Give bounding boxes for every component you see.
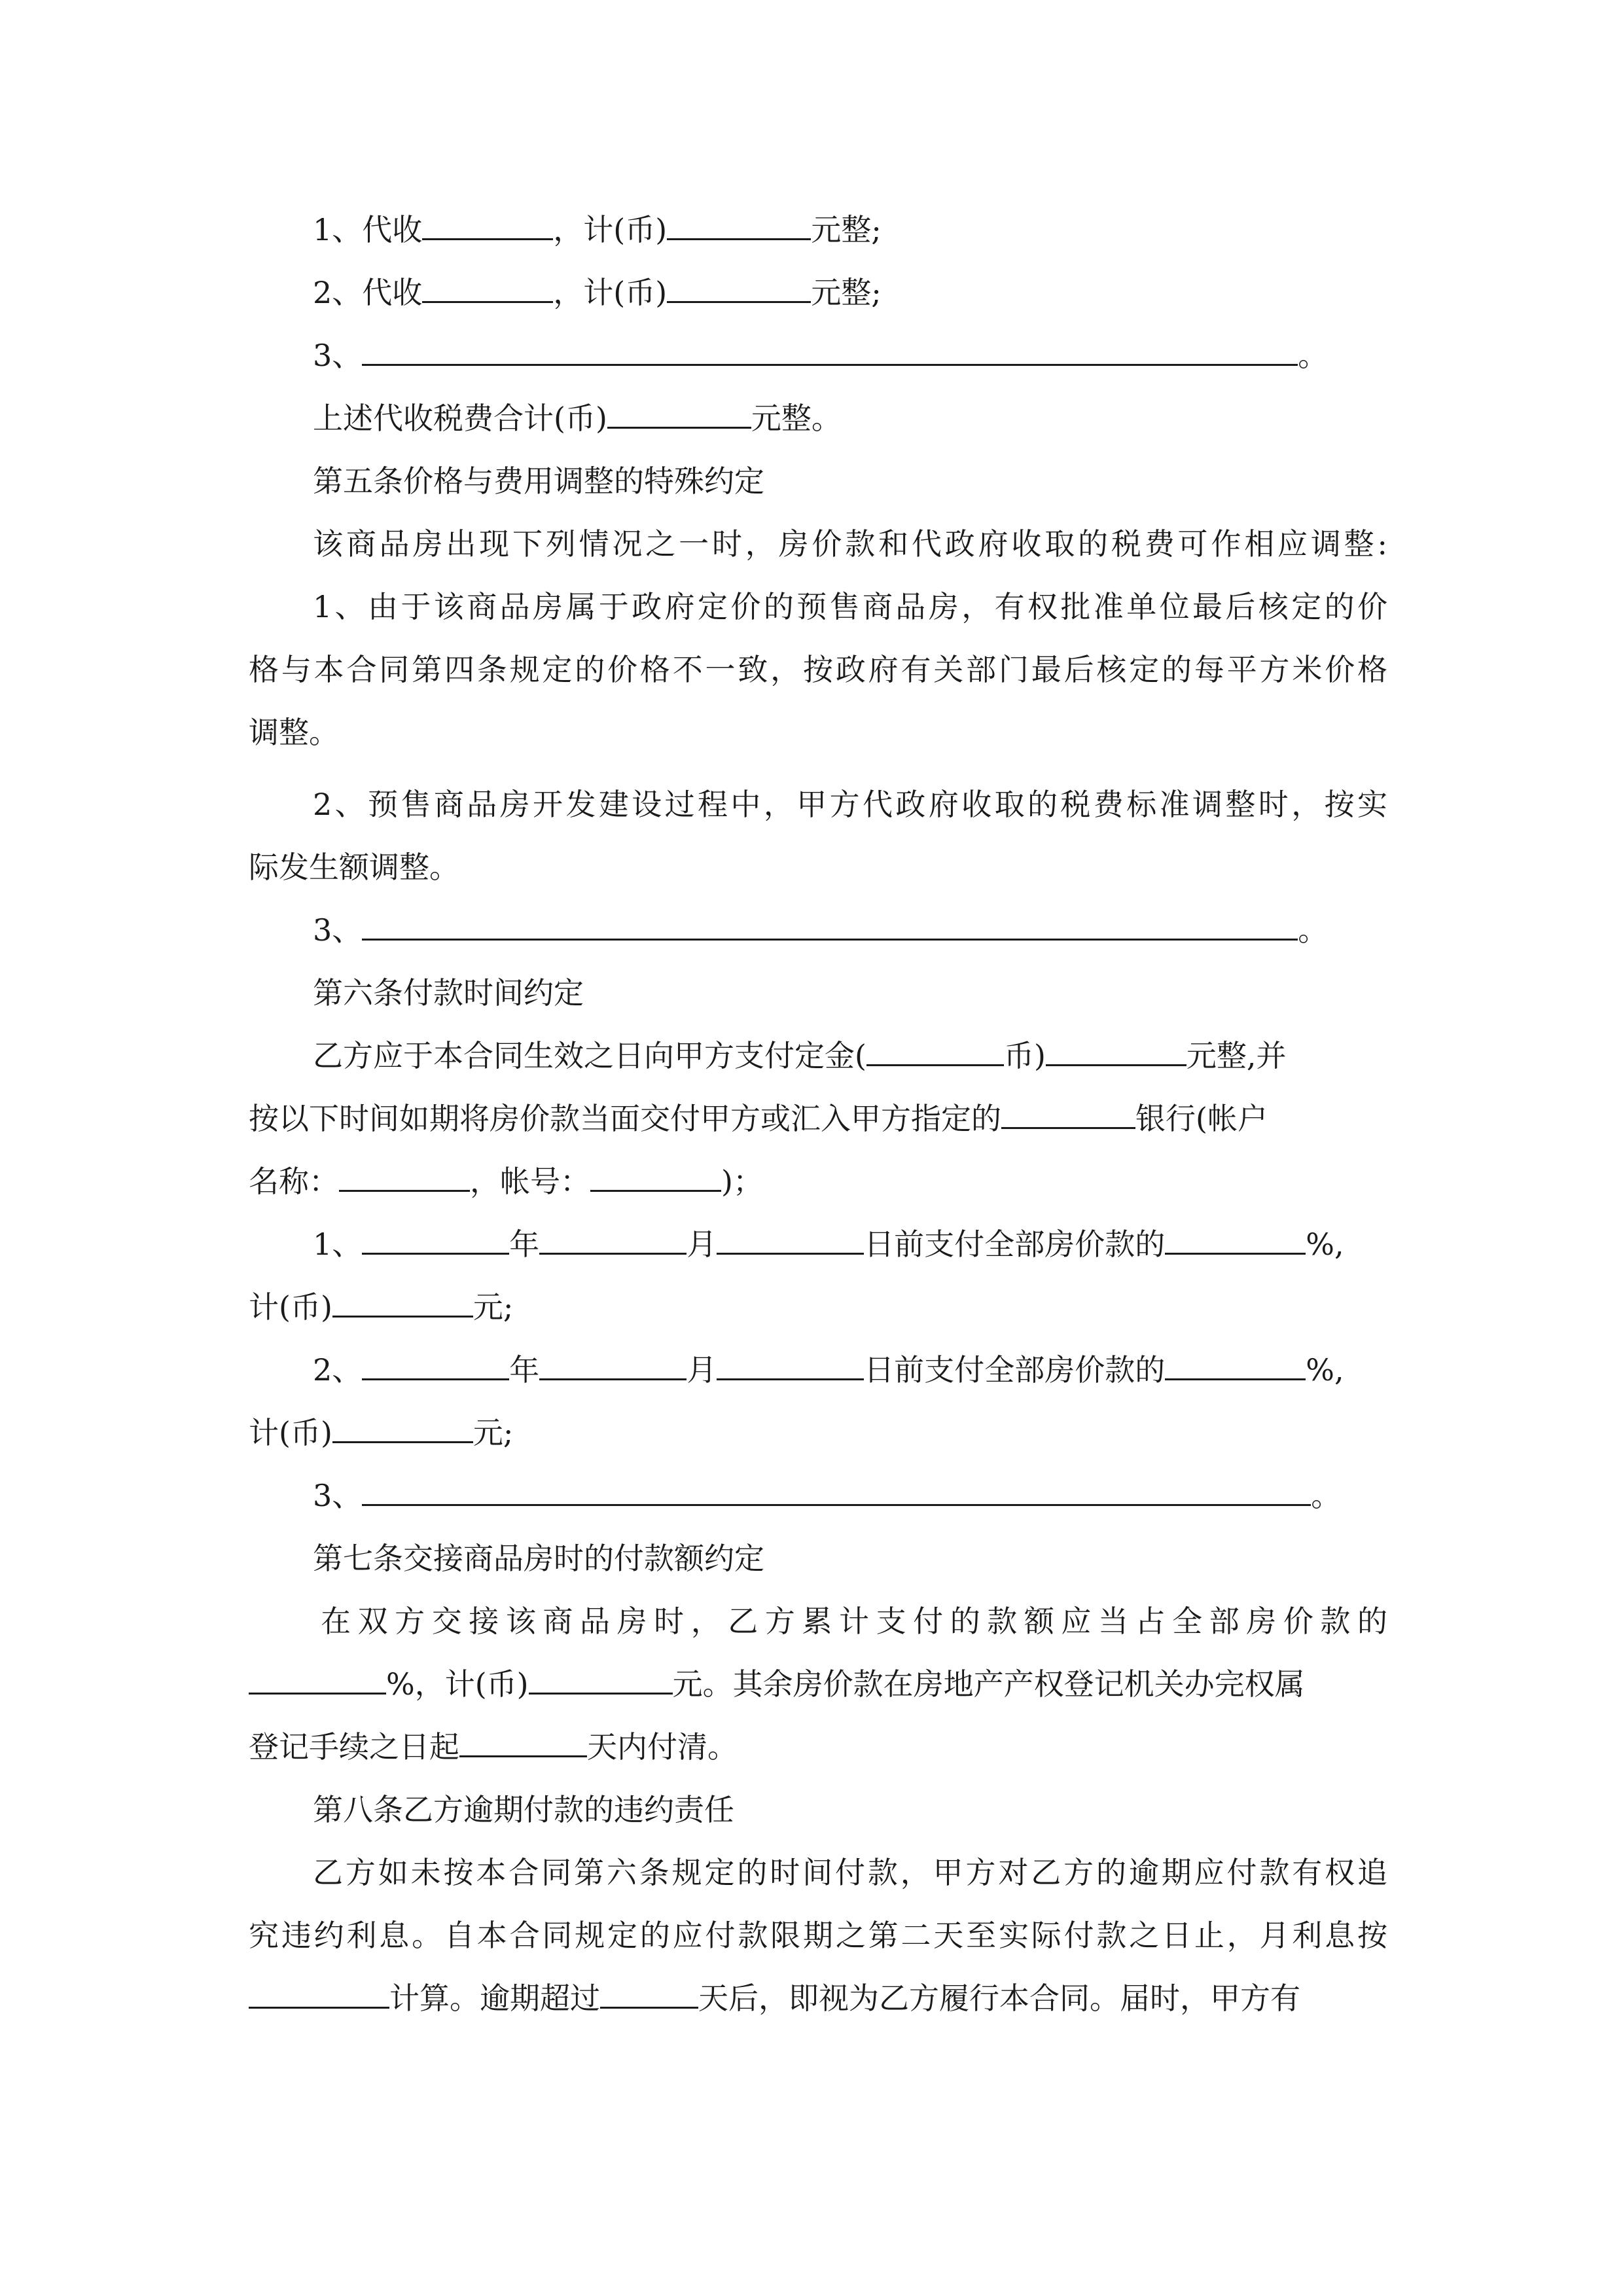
tax-item-2: 2、代收 ，计(币) 元整;	[313, 271, 1387, 314]
blank-field[interactable]	[607, 397, 751, 429]
blank-field[interactable]	[667, 271, 811, 303]
payment-3: 3、 。	[313, 1474, 1387, 1517]
tax-total: 上述代收税费合计(币) 元整。	[313, 397, 1387, 440]
blank-field[interactable]	[362, 1348, 509, 1380]
tax-item-1: 1、代收 ，计(币) 元整;	[313, 208, 1387, 251]
article-5-heading: 第五条价格与费用调整的特殊约定	[313, 463, 764, 499]
article-6-line-1: 乙方应于本合同生效之日向甲方支付定金( 币) 元整,并	[313, 1034, 1387, 1077]
blank-field[interactable]	[362, 1223, 509, 1255]
article-8-heading: 第八条乙方逾期付款的违约责任	[313, 1792, 734, 1827]
article-6-heading: 第六条付款时间约定	[313, 975, 584, 1011]
article-5-item-3: 3、 。	[313, 908, 1387, 952]
blank-field[interactable]	[539, 1223, 687, 1255]
article-6-line-2: 按以下时间如期将房价款当面交付甲方或汇入甲方指定的 银行(帐户	[249, 1097, 1387, 1140]
article-5-item-1-line-1: 1、由于该商品房属于政府定价的预售商品房，有权批准单位最后核定的价	[313, 589, 1387, 624]
blank-field[interactable]	[249, 1662, 386, 1695]
payment-1: 1、 年 月 日前支付全部房价款的 %,	[313, 1223, 1387, 1266]
blank-field[interactable]	[339, 1160, 470, 1192]
article-5-item-2-line-2: 际发生额调整。	[249, 850, 459, 885]
article-8-line-3: 计算。逾期超过 天后，即视为乙方履行本合同。届时，甲方有	[249, 1977, 1387, 2020]
article-7-line-1: 在双方交接该商品房时，乙方累计支付的款额应当占全部房价款的	[321, 1604, 1387, 1639]
blank-field[interactable]	[1165, 1348, 1306, 1380]
article-7-line-3: 登记手续之日起 天内付清。	[249, 1725, 1387, 1768]
article-7-line-2: %，计(币) 元。其余房价款在房地产产权登记机关办完权属	[249, 1662, 1387, 1706]
blank-field[interactable]	[1165, 1223, 1306, 1255]
article-5-item-1-line-3: 调整。	[249, 715, 339, 750]
blank-field[interactable]	[529, 1662, 673, 1695]
blank-field[interactable]	[249, 1977, 389, 2009]
article-5-item-1-line-2: 格与本合同第四条规定的价格不一致，按政府有关部门最后核定的每平方米价格	[249, 652, 1387, 687]
article-5-intro: 该商品房出现下列情况之一时，房价款和代政府收取的税费可作相应调整:	[313, 526, 1387, 562]
payment-1-amount: 计(币) 元;	[249, 1285, 1387, 1329]
blank-field[interactable]	[866, 1034, 1004, 1066]
tax-item-3: 3、 。	[313, 334, 1387, 377]
payment-2-amount: 计(币) 元;	[249, 1411, 1387, 1454]
blank-field[interactable]	[717, 1348, 864, 1380]
blank-field[interactable]	[362, 908, 1298, 941]
article-6-line-3: 名称： ，帐号： )；	[249, 1160, 1387, 1203]
blank-field[interactable]	[362, 1474, 1311, 1506]
payment-2: 2、 年 月 日前支付全部房价款的 %,	[313, 1348, 1387, 1391]
blank-field[interactable]	[362, 334, 1298, 366]
blank-field[interactable]	[717, 1223, 864, 1255]
blank-field[interactable]	[1001, 1097, 1135, 1129]
blank-field[interactable]	[667, 208, 811, 240]
article-8-line-1: 乙方如未按本合同第六条规定的时间付款，甲方对乙方的逾期应付款有权追	[313, 1855, 1387, 1890]
article-7-heading: 第七条交接商品房时的付款额约定	[313, 1541, 764, 1576]
blank-field[interactable]	[1046, 1034, 1186, 1066]
blank-field[interactable]	[600, 1977, 698, 2009]
blank-field[interactable]	[332, 1285, 473, 1318]
blank-field[interactable]	[422, 208, 553, 240]
blank-field[interactable]	[539, 1348, 687, 1380]
article-5-item-2-line-1: 2、预售商品房开发建设过程中，甲方代政府收取的税费标准调整时，按实	[313, 787, 1387, 822]
blank-field[interactable]	[332, 1411, 473, 1443]
blank-field[interactable]	[422, 271, 553, 303]
blank-field[interactable]	[459, 1725, 587, 1757]
article-8-line-2: 究违约利息。自本合同规定的应付款限期之第二天至实际付款之日止，月利息按	[249, 1918, 1387, 1953]
blank-field[interactable]	[590, 1160, 721, 1192]
